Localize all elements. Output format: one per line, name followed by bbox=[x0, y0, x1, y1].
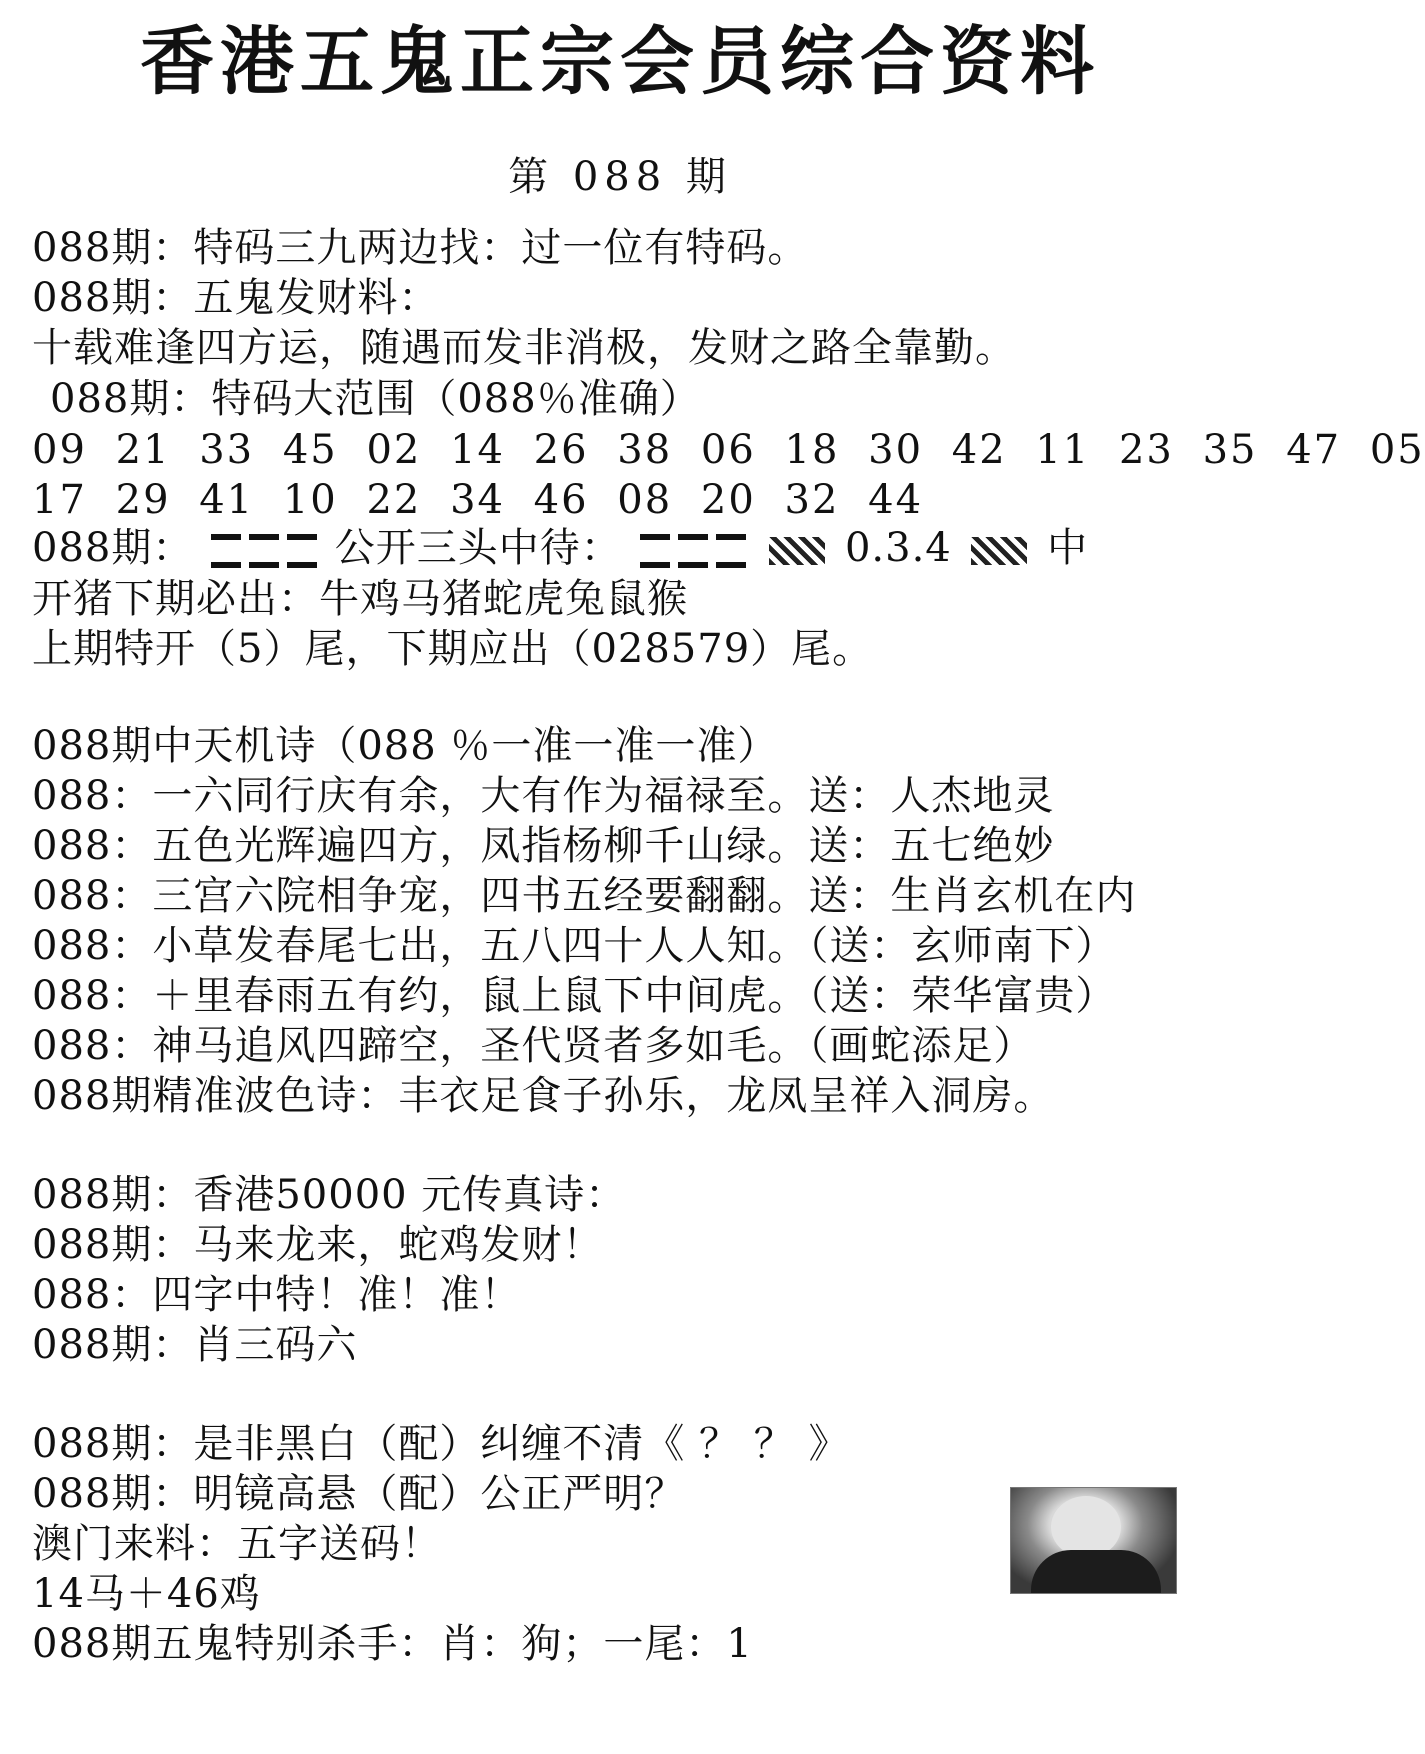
text-line: 088期：特码大范围（088％准确） bbox=[50, 376, 701, 422]
redaction-mark bbox=[678, 534, 708, 568]
number-row: 17 29 41 10 22 34 46 08 20 32 44 bbox=[32, 477, 924, 523]
portrait-body bbox=[1031, 1550, 1161, 1593]
page-title: 香港五鬼正宗会员综合资料 bbox=[140, 19, 1100, 105]
text-segment: 中 bbox=[1047, 525, 1089, 571]
text-segment: 公开三头中待： bbox=[334, 525, 622, 571]
text-line: 14马＋46鸡 bbox=[32, 1571, 261, 1617]
scribble-mark bbox=[971, 537, 1027, 565]
text-line: 澳门来料：五字送码！ bbox=[32, 1521, 442, 1567]
text-line: 088：四字中特！准！准！ bbox=[32, 1272, 522, 1318]
text-line: 088：小草发春尾七出，五八四十人人知。（送：玄师南下） bbox=[32, 923, 1117, 969]
text-line: 088：三宫六院相争宠，四书五经要翻翻。送：生肖玄机在内 bbox=[32, 873, 1137, 919]
text-segment: 0.3.4 bbox=[844, 525, 952, 571]
redaction-mark bbox=[211, 534, 241, 568]
text-line: 088期：是非黑白（配）纠缠不清《 ？ ？ 》 bbox=[32, 1421, 850, 1467]
text-line: 088期：五鬼发财料： bbox=[32, 275, 440, 321]
text-line: 088期：马来龙来，蛇鸡发财！ bbox=[32, 1222, 604, 1268]
portrait-photo bbox=[1010, 1487, 1177, 1594]
text-line: 088期：肖三码六 bbox=[32, 1322, 358, 1368]
text-line: 088：五色光辉遍四方，凤指杨柳千山绿。送：五七绝妙 bbox=[32, 823, 1055, 869]
text-line: 开猪下期必出：牛鸡马猪蛇虎兔鼠猴 bbox=[32, 576, 688, 622]
redaction-mark bbox=[640, 534, 670, 568]
redaction-mark bbox=[716, 534, 746, 568]
redaction-mark bbox=[287, 534, 317, 568]
text-line: 十载难逢四方运，随遇而发非消极，发财之路全靠勤。 bbox=[32, 325, 1016, 371]
number-row: 09 21 33 45 02 14 26 38 06 18 30 42 11 23 35 47 05 bbox=[32, 427, 1425, 473]
text-line: 088：神马追风四蹄空，圣代贤者多如毛。（画蛇添足） bbox=[32, 1023, 1035, 1069]
scribble-mark bbox=[769, 537, 825, 565]
text-line: 088期：明镜高悬（配）公正严明？ bbox=[32, 1471, 686, 1517]
text-line: 088：一六同行庆有余，大有作为福禄至。送：人杰地灵 bbox=[32, 773, 1055, 819]
portrait-face bbox=[1051, 1496, 1121, 1558]
text-line: 088期：香港50000 元传真诗： bbox=[32, 1172, 627, 1218]
text-line: 088期精准波色诗：丰衣足食子孙乐，龙凤呈祥入洞房。 bbox=[32, 1073, 1055, 1119]
text-line-obscured bbox=[32, 522, 1088, 574]
text-line: 上期特开（5）尾，下期应出（028579）尾。 bbox=[32, 626, 874, 672]
issue-number: 第 088 期 bbox=[508, 154, 732, 200]
text-segment: 088期： bbox=[32, 525, 194, 571]
text-line: 088：＋里春雨五有约，鼠上鼠下中间虎。（送：荣华富贵） bbox=[32, 973, 1117, 1019]
text-line: 088期五鬼特别杀手：肖：狗；一尾：1 bbox=[32, 1621, 753, 1667]
redaction-mark bbox=[249, 534, 279, 568]
text-line: 088期：特码三九两边找：过一位有特码。 bbox=[32, 225, 809, 271]
text-line: 088期中天机诗（088 ％一准一准一准） bbox=[32, 723, 779, 769]
